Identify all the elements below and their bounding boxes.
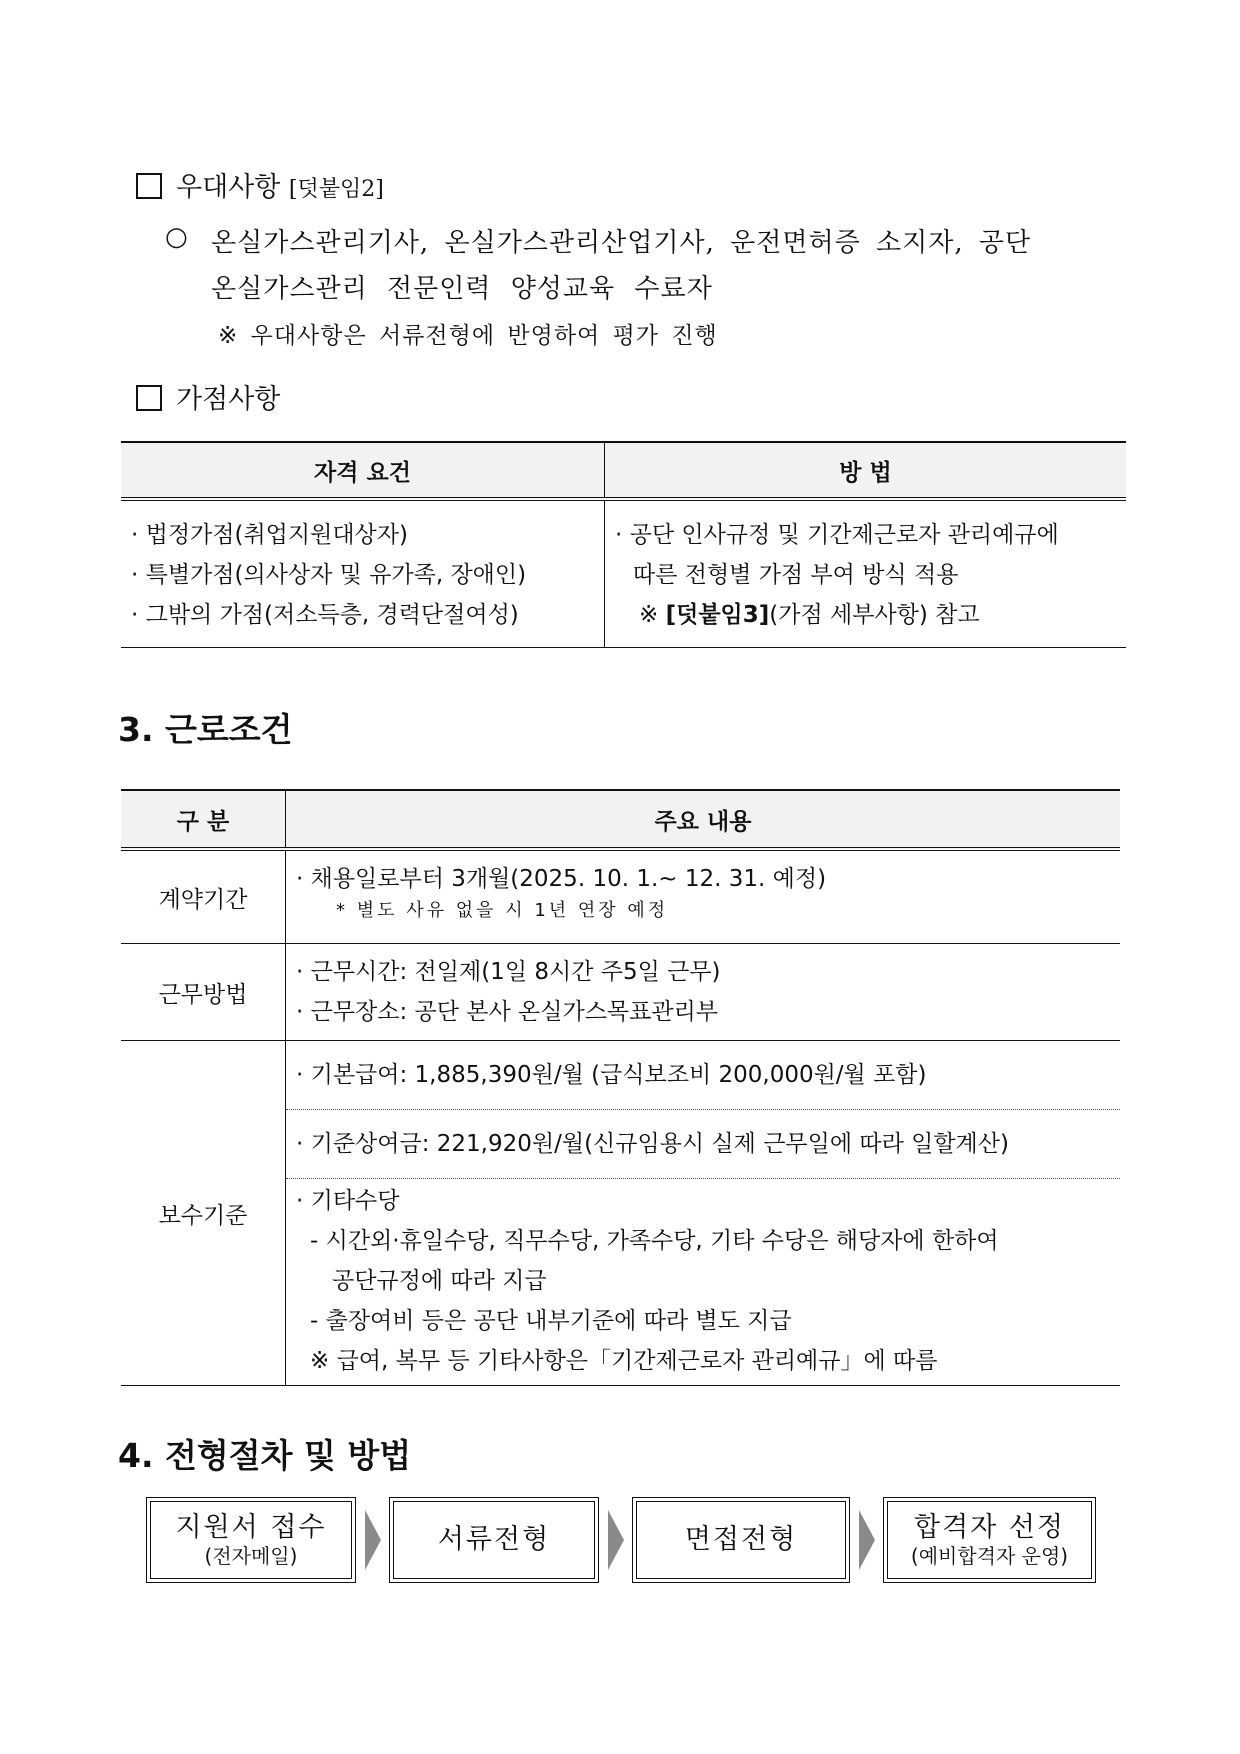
preference-line2: 온실가스관리 전문인력 양성교육 수료자 bbox=[211, 274, 713, 304]
preference-line1: 온실가스관리기사, 온실가스관리산업기사, 운전면허증 소지자, 공단 bbox=[211, 228, 1032, 258]
contract-line: · 채용일로부터 3개월(2025. 10. 1.~ 12. 31. 예정) bbox=[296, 866, 827, 892]
pay-base: · 기본급여: 1,885,390원/월 (급식보조비 200,000원/월 포함) bbox=[286, 1041, 1120, 1110]
pay-other bbox=[286, 1179, 1120, 1385]
pay-other-item: - 출장여비 등은 공단 내부기준에 따라 별도 지급 bbox=[310, 1308, 792, 1334]
bonus-table bbox=[121, 441, 1126, 648]
step-interview bbox=[632, 1497, 850, 1583]
work-content bbox=[286, 944, 1121, 1041]
conditions-header-content: 주요 내용 bbox=[286, 790, 1121, 849]
bonus-method-line: 따른 전형별 가점 부여 방식 적용 bbox=[633, 562, 959, 588]
bonus-requirements-cell bbox=[121, 499, 605, 648]
step-label: 면접전형 bbox=[684, 1524, 798, 1555]
bonus-table-header-requirement: 자격 요건 bbox=[121, 442, 605, 499]
preference-heading: 우대사항 [덧붙임2] bbox=[136, 165, 384, 204]
bonus-table-header-method: 방 법 bbox=[605, 442, 1127, 499]
pay-note: ※ 급여, 복무 등 기타사항은「기간제근로자 관리예규」에 따름 bbox=[310, 1348, 938, 1374]
pay-bonus: · 기준상여금: 221,920원/월(신규임용시 실제 근무일에 따라 일할계산) bbox=[286, 1110, 1120, 1179]
arrow-right-icon bbox=[608, 1510, 624, 1570]
table-row bbox=[121, 944, 1120, 1041]
step-label: 서류전형 bbox=[437, 1524, 551, 1555]
contract-label: 계약기간 bbox=[121, 849, 286, 944]
step-application bbox=[146, 1497, 356, 1583]
table-row bbox=[121, 1041, 1120, 1386]
bonus-requirement-item: · 그밖의 가점(저소득층, 경력단절여성) bbox=[131, 602, 519, 628]
step-label: 지원서 접수 bbox=[175, 1512, 327, 1543]
work-label: 근무방법 bbox=[121, 944, 286, 1041]
work-hours: · 근무시간: 전일제(1일 8시간 주5일 근무) bbox=[296, 959, 721, 985]
contract-content bbox=[286, 849, 1121, 944]
bonus-heading: 가점사항 bbox=[136, 377, 280, 416]
pay-other-item: 공단규정에 따라 지급 bbox=[332, 1268, 547, 1294]
step-document-screening bbox=[389, 1497, 599, 1583]
checkbox-square-icon bbox=[136, 385, 162, 411]
pay-content bbox=[286, 1041, 1121, 1386]
circle-bullet-icon: ○ bbox=[165, 222, 189, 252]
arrow-right-icon bbox=[365, 1510, 381, 1570]
step-final-selection bbox=[883, 1497, 1096, 1583]
bonus-requirement-item: · 법정가점(취업지원대상자) bbox=[131, 522, 408, 548]
step-sublabel: (예비합격자 운영) bbox=[910, 1544, 1069, 1568]
conditions-title: 3. 근로조건 bbox=[118, 710, 293, 749]
preference-bullet bbox=[165, 222, 189, 252]
checkbox-square-icon bbox=[136, 173, 162, 199]
pay-label: 보수기준 bbox=[121, 1041, 286, 1386]
table-row bbox=[121, 849, 1120, 944]
attachment-reference: [덧붙임3] bbox=[665, 602, 770, 628]
contract-subnote: * 별도 사유 없을 시 1년 연장 예정 bbox=[336, 900, 669, 921]
step-label: 합격자 선정 bbox=[914, 1512, 1065, 1543]
bonus-method-line: · 공단 인사규정 및 기간제근로자 관리예규에 bbox=[615, 522, 1059, 548]
conditions-header-category: 구 분 bbox=[121, 790, 286, 849]
bonus-method-note: ※ [덧붙임3](가점 세부사항) 참고 bbox=[639, 602, 980, 628]
arrow-right-icon bbox=[859, 1510, 875, 1570]
preference-note: ※ 우대사항은 서류전형에 반영하여 평가 진행 bbox=[218, 323, 718, 349]
procedure-title: 4. 전형절차 및 방법 bbox=[118, 1436, 412, 1475]
pay-other-item: - 시간외·휴일수당, 직무수당, 가족수당, 기타 수당은 해당자에 한하여 bbox=[310, 1228, 999, 1254]
step-sublabel: (전자메일) bbox=[204, 1544, 298, 1568]
conditions-table bbox=[121, 789, 1120, 1386]
bonus-requirement-item: · 특별가점(의사상자 및 유가족, 장애인) bbox=[131, 562, 527, 588]
pay-other-title: · 기타수당 bbox=[296, 1188, 400, 1214]
work-place: · 근무장소: 공단 본사 온실가스목표관리부 bbox=[296, 999, 719, 1025]
preference-heading-tag: [덧붙임2] bbox=[288, 177, 384, 202]
bonus-method-cell bbox=[605, 499, 1127, 648]
